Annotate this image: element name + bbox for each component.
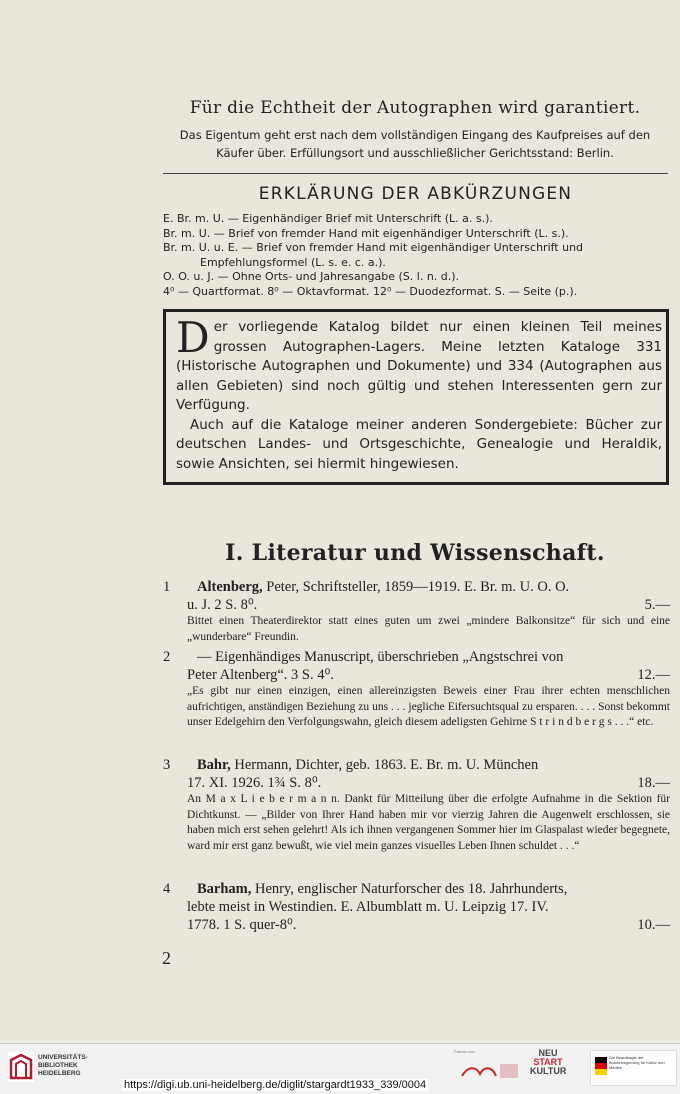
notice-box (163, 309, 669, 485)
entry-details: lebte meist in Westindien. E. Albumblatt m. U. Leipzig 17. IV. (187, 899, 549, 915)
partner-label: Partner von (454, 1049, 475, 1054)
entry-name: Altenberg, (197, 579, 263, 595)
entry-description: — Eigenhändiges Manuscript, überschrieben „Angstschrei von (197, 649, 564, 665)
abbreviations-heading: ERKLÄRUNG DER ABKÜRZUNGEN (258, 184, 573, 204)
entry-note: An M a x L i e b e r m a n n. Dankt für Mitteilung über die erfolgte Aufnahme in die Sektion für Dichtkunst. — „Bilder von Ihrer Hand haben mir vor vierzig Jahren die Augenwelt erschlossen, sie haben mich erst sehen gelehrt! Als ich ihnen vergangenen Sommer hier im Glaspalast wieder begegnete, ward mir erst ganz bewußt, wie viel mein ganzes visuelles Leben Ihnen schuldet . . .“ (187, 793, 670, 852)
entry-price: 12.— (637, 667, 670, 683)
entry-number: 2 (163, 649, 171, 665)
entry-number: 3 (163, 757, 171, 773)
terms-line-1: Das Eigentum geht erst nach dem vollständigen Eingang des Kaufpreises auf den (179, 128, 651, 142)
entry-details: u. J. 2 S. 8⁰. (187, 597, 258, 613)
entry-price: 5.— (644, 597, 670, 613)
terms-text (160, 126, 670, 162)
abbreviation-item: O. O. u. J. — Ohne Orts- und Jahresangabe (S. l. n. d.). (163, 270, 460, 283)
entry-description: Hermann, Dichter, geb. 1863. E. Br. m. U. München (230, 757, 539, 773)
abbreviations-list (163, 212, 673, 299)
entry-note: Bittet einen Theaterdirektor statt eines guten um zwei „mindere Balkonsitze“ für sich und eine „wunderbare“ Freundin. (187, 615, 670, 643)
notice-text (176, 313, 662, 474)
catalog-entry (163, 648, 670, 731)
abbreviation-item: Br. m. U. u. E. — Brief von fremder Hand mit eigenhändiger Unterschrift und (163, 241, 584, 254)
entry-details: Peter Altenberg“. 3 S. 4⁰. (187, 667, 334, 683)
entry-price: 18.— (637, 775, 670, 791)
abbreviation-item: 4⁰ — Quartformat. 8⁰ — Oktavformat. 12⁰ — Duodezformat. S. — Seite (p.). (163, 284, 578, 298)
entry-number: 1 (163, 579, 171, 595)
neustart-kultur-logo[interactable]: NEU START KULTUR (530, 1048, 567, 1076)
entry-description: Henry, englischer Naturforscher des 18. Jahrhunderts, (251, 881, 568, 897)
library-logo-icon[interactable] (8, 1052, 34, 1082)
entry-description: Peter, Schriftsteller, 1859—1919. E. Br. m. U. O. O. (262, 579, 570, 595)
library-name[interactable]: UNIVERSITÄTS- BIBLIOTHEK HEIDELBERG (38, 1054, 88, 1077)
entry-name: Bahr, (197, 757, 231, 773)
partner-logo-icon[interactable] (458, 1058, 522, 1084)
entry-price: 10.— (637, 917, 670, 933)
catalog-entry (163, 756, 670, 854)
dropcap: D (176, 313, 210, 362)
abbreviation-item: E. Br. m. U. — Eigenhändiger Brief mit Unterschrift (L. a. s.). (163, 212, 493, 225)
eagle-icon (595, 1057, 607, 1075)
abbreviation-item: Empfehlungsformel (L. s. e. c. a.). (200, 255, 386, 269)
entry-name: Barham, (197, 881, 252, 897)
notice-paragraph-2: Auch auf die Kataloge meiner anderen Sondergebiete: Bücher zur deutschen Landes- und Ortsgeschichte, Genealogie und Heraldik, sowie Ansichten, sei hiermit hingewiesen. (176, 416, 662, 472)
entry-details: 1778. 1 S. quer-8⁰. (187, 917, 297, 933)
entry-note: „Es gibt nur einen einzigen, einen allereinzigsten Beweis einer Frau ihrer echten menschlichen aufrichtigen, anständigen Beziehung zu uns . . . jegliche Eifersuchtsqual zu ersparen. . . . Sonst bekommt unser Edelgehirn den Verfolgungswahn, gleich diesem adeligsten Gehirne S t r i n d b e r g s . . .“ etc. (187, 685, 670, 728)
divider (163, 173, 668, 174)
catalog-entry (163, 578, 670, 645)
page-url[interactable]: https://digi.ub.uni-heidelberg.de/diglit/stargardt1933_339/0004 (124, 1079, 427, 1091)
page-number: 2 (162, 948, 171, 968)
notice-paragraph-1: er vorliegende Katalog bildet nur einen kleinen Teil meines grossen Autographen-Lagers. Meine letzten Kataloge 331 (Historische Autographen und Dokumente) und 334 (Autographen aus allen Gebieten) sind noch gültig und stehen Interessenten gern zur Verfügung. (176, 319, 662, 413)
catalog-entry (163, 880, 670, 934)
federal-government-logo[interactable]: Die Beauftragte der Bundesregierung für Kultur und Medien (590, 1050, 677, 1086)
terms-line-2: Käufer über. Erfüllungsort und ausschließlicher Gerichtsstand: Berlin. (216, 146, 614, 160)
abbreviation-item: Br. m. U. — Brief von fremder Hand mit eigenhändiger Unterschrift (L. s.). (163, 226, 569, 240)
section-title: I. Literatur und Wissenschaft. (225, 540, 605, 566)
entry-number: 4 (163, 881, 171, 897)
entry-details: 17. XI. 1926. 1¾ S. 8⁰. (187, 775, 322, 791)
guarantee-heading: Für die Echtheit der Autographen wird garantiert. (189, 98, 641, 118)
